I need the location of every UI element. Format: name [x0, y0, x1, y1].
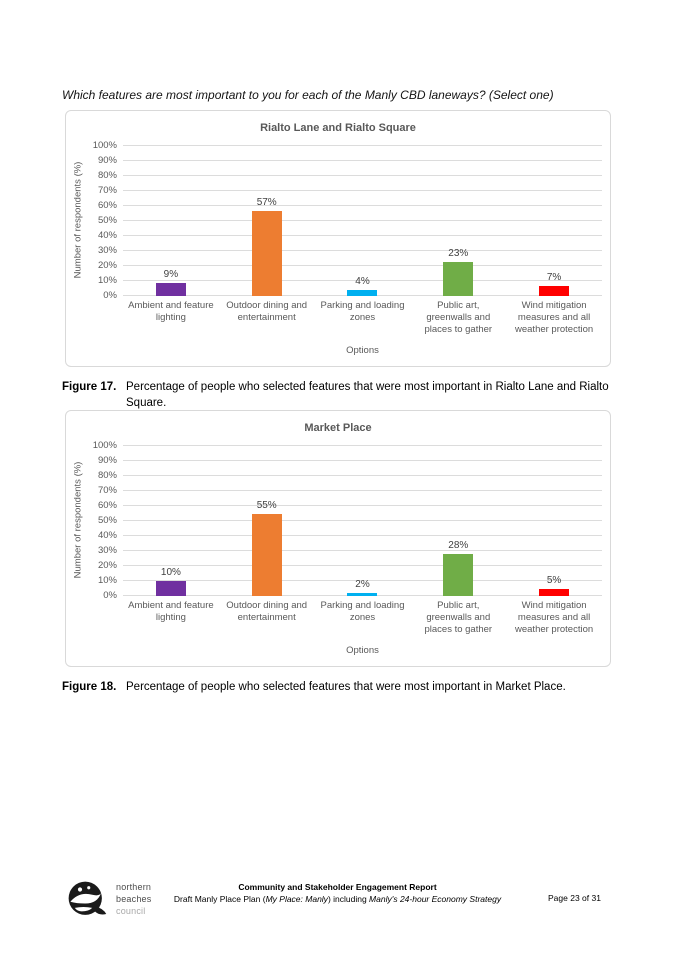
survey-question: Which features are most important to you for each of the Manly CBD laneways? (Select one): [62, 88, 554, 102]
bar-group-parking: [315, 146, 411, 296]
y-tick: 10%: [97, 275, 117, 286]
x-category: Ambient and feature lighting: [128, 600, 214, 623]
bar-wind: [539, 286, 569, 297]
x-category: Parking and loading zones: [320, 600, 405, 623]
bar-public-art: [443, 262, 473, 297]
chart-market-place: [65, 410, 611, 667]
y-axis-title-column: [66, 445, 90, 595]
bar-parking: [347, 290, 377, 296]
report-title: Community and Stakeholder Engagement Report: [238, 882, 437, 892]
bar-group-public-art: [410, 446, 506, 596]
x-axis-title: Options: [346, 344, 379, 356]
y-tick: 60%: [97, 500, 117, 511]
y-tick: 40%: [97, 530, 117, 541]
bar-group-wind: [506, 146, 602, 296]
figure-label: Figure 17.: [62, 380, 117, 393]
y-tick: 40%: [97, 230, 117, 241]
data-label: 55%: [256, 499, 277, 511]
x-axis-labels: [123, 600, 602, 636]
y-tick: 90%: [97, 455, 117, 466]
x-category: Public art, greenwalls and places to gather: [424, 600, 493, 635]
y-tick: 70%: [97, 185, 117, 196]
bar-group-public-art: [410, 146, 506, 296]
bar-group-parking: [315, 446, 411, 596]
page-footer: [0, 876, 675, 931]
subtitle-part-italic: My Place: Manly: [265, 893, 328, 904]
chart-body: [66, 440, 610, 656]
y-tick: 30%: [97, 545, 117, 556]
y-tick: 50%: [97, 215, 117, 226]
chart-title: Rialto Lane and Rialto Square: [260, 122, 416, 134]
page-number: Page 23 of 31: [548, 893, 601, 903]
bar-group-dining: [219, 146, 315, 296]
bar-wind: [539, 589, 569, 597]
y-axis-title: Number of respondents (%): [72, 461, 84, 579]
subtitle-part-italic: Manly's 24-hour Economy Strategy: [369, 893, 502, 904]
figure-label: Figure 18.: [62, 680, 117, 693]
figure-text: Percentage of people who selected features that were most important in Rialto Lane and Rialto Square.: [126, 380, 609, 410]
report-subtitle: [173, 894, 503, 906]
data-label: 57%: [256, 196, 277, 208]
plot-area: [123, 445, 602, 596]
x-category: Outdoor dining and entertainment: [226, 600, 308, 623]
data-label: 2%: [355, 579, 370, 590]
y-axis-ticks: [90, 140, 123, 301]
plot-column: [123, 145, 610, 356]
y-tick: 0%: [103, 590, 117, 601]
logo-line-1: northern: [116, 882, 152, 893]
y-tick: 10%: [97, 575, 117, 586]
y-tick: 60%: [97, 200, 117, 211]
y-tick: 80%: [97, 470, 117, 481]
y-tick: 80%: [97, 170, 117, 181]
y-tick: 20%: [97, 260, 117, 271]
bar-lighting: [156, 581, 186, 596]
plot-area: [123, 145, 602, 296]
chart-body: [66, 140, 610, 356]
bar-dining: [252, 514, 282, 597]
figure-17-caption: [62, 379, 620, 412]
subtitle-part: Draft Manly Place Plan (: [173, 893, 266, 904]
bar-group-dining: [219, 446, 315, 596]
y-tick: 20%: [97, 560, 117, 571]
y-axis-ticks: [90, 440, 123, 601]
bar-public-art: [443, 554, 473, 596]
bar-parking: [347, 593, 377, 596]
y-tick: 50%: [97, 515, 117, 526]
data-label: 5%: [546, 574, 562, 586]
y-tick: 30%: [97, 245, 117, 256]
logo-line-3: council: [116, 905, 146, 916]
x-axis-title: Options: [346, 644, 379, 656]
y-tick: 100%: [92, 140, 117, 151]
footer-report-title-block: [173, 882, 503, 906]
data-label: 28%: [448, 540, 469, 551]
y-tick: 70%: [97, 485, 117, 496]
y-axis-title-column: [66, 145, 90, 295]
figure-18-caption: [62, 679, 620, 696]
x-category: Wind mitigation measures and all weather protection: [515, 600, 594, 635]
y-tick: 90%: [97, 155, 117, 166]
figure-text: Percentage of people who selected features that were most important in Market Place.: [126, 680, 566, 693]
x-category: Parking and loading zones: [320, 300, 405, 323]
y-axis-title: Number of respondents (%): [72, 161, 84, 279]
y-tick: 100%: [92, 440, 117, 451]
council-logo-icon: [66, 879, 108, 921]
chart-title: Market Place: [304, 422, 372, 434]
data-label: 10%: [160, 567, 181, 578]
bar-group-lighting: [123, 446, 219, 596]
data-label: 23%: [448, 247, 469, 259]
x-category: Wind mitigation measures and all weather protection: [515, 300, 594, 335]
data-label: 4%: [355, 276, 370, 287]
bar-lighting: [156, 283, 186, 297]
bar-dining: [252, 211, 282, 297]
data-label: 9%: [163, 268, 179, 280]
x-category: Public art, greenwalls and places to gather: [424, 300, 493, 335]
x-axis-labels: [123, 300, 602, 336]
x-category: Outdoor dining and entertainment: [226, 300, 308, 323]
bar-group-wind: [506, 446, 602, 596]
council-logo-text: [116, 882, 151, 917]
subtitle-part: ) including: [327, 893, 370, 904]
y-tick: 0%: [103, 290, 117, 301]
plot-column: [123, 445, 610, 656]
council-logo: [66, 879, 151, 921]
x-category: Ambient and feature lighting: [128, 300, 214, 323]
bar-group-lighting: [123, 146, 219, 296]
data-label: 7%: [546, 271, 562, 283]
chart-rialto-lane: [65, 110, 611, 367]
logo-line-2: beaches: [116, 894, 152, 905]
